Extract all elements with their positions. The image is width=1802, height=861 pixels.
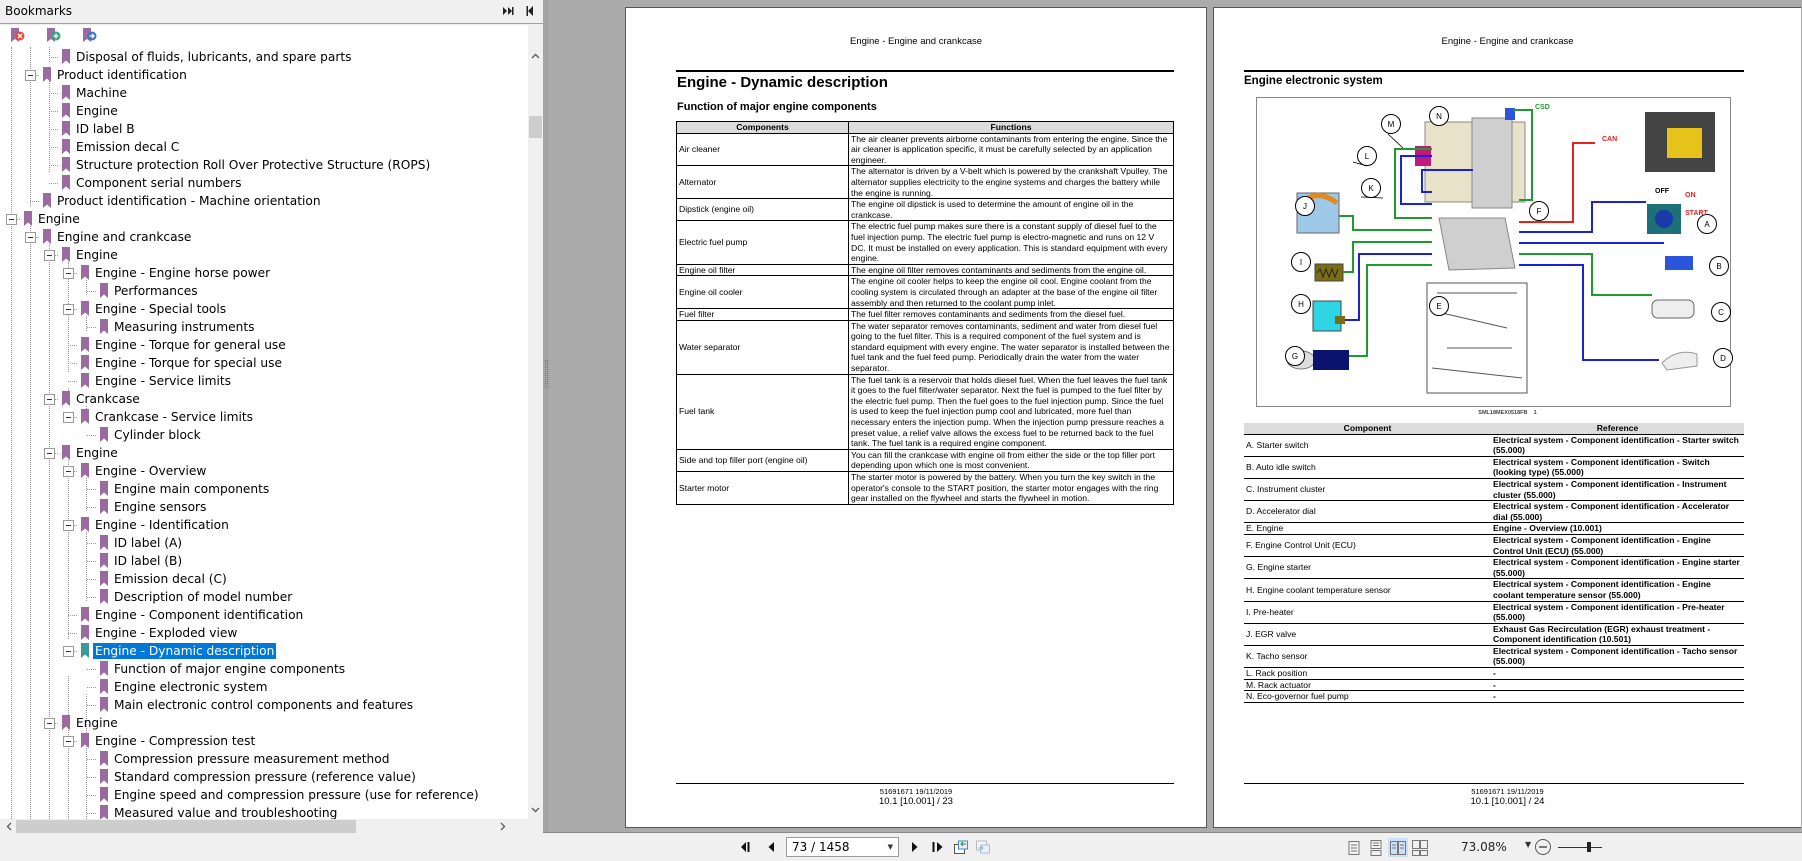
bookmark-item[interactable] bbox=[0, 336, 528, 354]
bookmark-item[interactable] bbox=[0, 804, 528, 819]
component-cell: L. Rack position bbox=[1244, 668, 1491, 680]
collapse-toggle-icon[interactable] bbox=[6, 214, 17, 225]
bookmark-label: Engine - Component identification bbox=[95, 608, 304, 622]
footer-page-number: 10.1 [10.001] / 23 bbox=[879, 796, 953, 807]
function-cell: The water separator removes contaminants, sediment and water from diesel fuel going to the fuel filter. This is a required component of the fuel system and is standard equipment with every engine. The water separator is installed between the fuel tank and the fuel feed pump. Periodically drain the water from the water separator. bbox=[849, 320, 1174, 374]
footer-page-number: 10.1 [10.001] / 24 bbox=[1470, 796, 1545, 807]
bookmark-icon bbox=[99, 751, 109, 767]
bookmark-icon bbox=[80, 409, 90, 425]
bookmark-icon bbox=[99, 481, 109, 497]
bookmark-label: Engine main components bbox=[114, 482, 270, 496]
callout-h: H bbox=[1291, 294, 1311, 314]
table-row bbox=[1244, 679, 1744, 691]
collapse-toggle-icon[interactable] bbox=[44, 394, 55, 405]
component-cell: F. Engine Control Unit (ECU) bbox=[1244, 534, 1491, 556]
table-row bbox=[1244, 668, 1744, 680]
callout-a: A bbox=[1697, 214, 1717, 234]
bookmark-label: Product identification bbox=[57, 68, 187, 82]
bookmark-item[interactable] bbox=[0, 354, 528, 372]
bookmark-item[interactable] bbox=[0, 102, 528, 120]
bookmark-item[interactable] bbox=[0, 516, 528, 534]
function-cell: The starter motor is powered by the battery. When you turn the key switch in the operator's console to the START position, the starter motor engages with the ring gear installed on the flywheel and starts the flywheel in motion. bbox=[849, 472, 1174, 505]
bookmark-icon bbox=[99, 697, 109, 713]
column-header-components: Components bbox=[677, 122, 849, 134]
bookmark-icon bbox=[80, 733, 90, 749]
bookmarks-tree bbox=[0, 47, 528, 819]
reference-link[interactable]: Electrical system - Component identification - Accelerator dial (55.000) bbox=[1491, 501, 1744, 523]
bookmark-icon bbox=[61, 139, 71, 155]
collapse-toggle-icon[interactable] bbox=[63, 268, 74, 279]
page-title: Engine - Dynamic description bbox=[677, 74, 888, 91]
bookmark-label: Engine - Service limits bbox=[95, 374, 231, 388]
diagram-caption: SML18MEX0518FB 1 bbox=[1478, 410, 1537, 416]
bookmark-icon bbox=[23, 211, 33, 227]
component-cell: K. Tacho sensor bbox=[1244, 645, 1491, 667]
callout-k: K bbox=[1361, 178, 1381, 198]
table-row bbox=[677, 472, 1174, 505]
bookmark-icon bbox=[61, 247, 71, 263]
bookmark-label: Engine speed and compression pressure (use for reference) bbox=[114, 788, 479, 802]
bookmark-item[interactable] bbox=[0, 552, 528, 570]
table-row bbox=[1244, 434, 1744, 456]
function-cell: The engine oil dipstick is used to determine the amount of engine oil in the crankcase. bbox=[849, 199, 1174, 221]
bookmark-item[interactable] bbox=[0, 696, 528, 714]
collapse-toggle-icon[interactable] bbox=[63, 304, 74, 315]
bookmark-label: Measured value and troubleshooting bbox=[114, 806, 338, 819]
callout-j: J bbox=[1295, 196, 1315, 216]
function-cell: The air cleaner prevents airborne contaminants from entering the engine. Since the air cleaner is application specific, it must be carefully selected by an application engineer. bbox=[849, 133, 1174, 166]
bookmarks-panel-header bbox=[0, 0, 543, 24]
bookmark-icon bbox=[80, 301, 90, 317]
bookmark-item[interactable] bbox=[0, 156, 528, 174]
two-page-continuous-view-icon[interactable] bbox=[1410, 838, 1430, 857]
scroll-down-icon[interactable] bbox=[528, 802, 543, 817]
component-cell: Air cleaner bbox=[677, 133, 849, 166]
expand-panel-icon[interactable] bbox=[501, 4, 515, 18]
bookmark-icon bbox=[61, 157, 71, 173]
bookmark-item[interactable] bbox=[0, 660, 528, 678]
collapse-toggle-icon[interactable] bbox=[44, 718, 55, 729]
bookmark-icon bbox=[61, 715, 71, 731]
scroll-right-icon[interactable] bbox=[495, 819, 510, 834]
bookmark-icon bbox=[42, 193, 52, 209]
engine-electronic-system-diagram bbox=[1256, 97, 1731, 407]
vertical-scrollbar-thumb[interactable] bbox=[529, 116, 542, 138]
table-row bbox=[1244, 579, 1744, 601]
bookmarks-horizontal-scrollbar[interactable] bbox=[0, 819, 528, 834]
callout-n: N bbox=[1429, 106, 1449, 126]
table-row bbox=[677, 309, 1174, 321]
table-row bbox=[1244, 523, 1744, 535]
bookmark-label: Engine electronic system bbox=[114, 680, 268, 694]
collapse-toggle-icon[interactable] bbox=[63, 736, 74, 747]
bookmark-label: Engine bbox=[76, 248, 118, 262]
page-footer bbox=[626, 787, 1206, 807]
table-row bbox=[1244, 456, 1744, 478]
two-page-view-icon[interactable] bbox=[1388, 838, 1408, 857]
table-row bbox=[1244, 534, 1744, 556]
section-title: Function of major engine components bbox=[677, 101, 877, 113]
document-page-23 bbox=[625, 7, 1207, 828]
page-footer bbox=[1214, 787, 1801, 807]
component-cell: Engine oil filter bbox=[677, 264, 849, 276]
bookmark-icon bbox=[80, 643, 90, 659]
bookmark-icon bbox=[61, 391, 71, 407]
table-row bbox=[677, 133, 1174, 166]
component-cell: Alternator bbox=[677, 166, 849, 199]
reference-link[interactable]: Electrical system - Component identification - Instrument cluster (55.000) bbox=[1491, 478, 1744, 500]
bookmark-label: Measuring instruments bbox=[114, 320, 255, 334]
bookmark-icon bbox=[99, 319, 109, 335]
bookmark-item[interactable] bbox=[0, 246, 528, 264]
component-cell: I. Pre-heater bbox=[1244, 601, 1491, 623]
bookmark-icon bbox=[99, 535, 109, 551]
bookmark-label: Machine bbox=[76, 86, 128, 100]
running-head: Engine - Engine and crankcase bbox=[849, 36, 983, 47]
bookmark-icon bbox=[80, 355, 90, 371]
bookmark-label: Engine - Torque for special use bbox=[95, 356, 282, 370]
component-reference-table bbox=[1244, 423, 1744, 703]
on-label: ON bbox=[1685, 192, 1696, 199]
bookmark-item[interactable] bbox=[0, 210, 528, 228]
component-cell: M. Rack actuator bbox=[1244, 679, 1491, 691]
bookmark-label: Product identification - Machine orientation bbox=[57, 194, 321, 208]
bookmark-label: Function of major engine components bbox=[114, 662, 346, 676]
bookmark-item[interactable] bbox=[0, 48, 528, 66]
component-cell: Side and top filler port (engine oil) bbox=[677, 449, 849, 471]
bookmark-icon bbox=[42, 229, 52, 245]
scroll-left-icon[interactable] bbox=[1, 819, 16, 834]
bookmark-icon bbox=[99, 805, 109, 819]
bookmark-item[interactable] bbox=[0, 786, 528, 804]
zoom-dropdown-icon[interactable]: ▼ bbox=[1525, 840, 1532, 849]
bookmark-label: ID label (B) bbox=[114, 554, 183, 568]
bookmark-label: Crankcase - Service limits bbox=[95, 410, 254, 424]
delete-bookmark-icon[interactable] bbox=[10, 27, 26, 45]
collapse-toggle-icon[interactable] bbox=[63, 646, 74, 657]
continuous-page-view-icon[interactable] bbox=[1366, 838, 1386, 857]
splitter-grip-icon bbox=[545, 360, 548, 388]
bookmark-icon bbox=[80, 337, 90, 353]
function-cell: The engine oil filter removes contaminants and sediments from the engine oil. bbox=[849, 264, 1174, 276]
callout-c: C bbox=[1711, 302, 1731, 322]
bookmark-item[interactable] bbox=[0, 318, 528, 336]
reference-link[interactable]: Electrical system - Component identification - Pre-heater (55.000) bbox=[1491, 601, 1744, 623]
callout-e: E bbox=[1429, 296, 1449, 316]
bookmark-label: Main electronic control components and features bbox=[114, 698, 414, 712]
table-row bbox=[677, 320, 1174, 374]
bookmark-label: Structure protection Roll Over Protective Structure (ROPS) bbox=[76, 158, 431, 172]
bookmark-item[interactable] bbox=[0, 372, 528, 390]
column-header-component: Component bbox=[1244, 423, 1491, 434]
callout-i: I bbox=[1291, 252, 1311, 272]
bookmark-icon bbox=[42, 67, 52, 83]
zoom-slider[interactable] bbox=[1558, 847, 1602, 848]
bookmark-item[interactable] bbox=[0, 498, 528, 516]
collapse-panel-icon[interactable] bbox=[523, 4, 537, 18]
bookmark-item[interactable] bbox=[0, 624, 528, 642]
bookmark-item[interactable] bbox=[0, 480, 528, 498]
last-page-icon[interactable] bbox=[929, 840, 945, 854]
bookmark-icon bbox=[61, 103, 71, 119]
component-cell: E. Engine bbox=[1244, 523, 1491, 535]
bookmark-label: Cylinder block bbox=[114, 428, 201, 442]
function-cell: You can fill the crankcase with engine oil from either the side or the top filler port depending upon which one is most convenient. bbox=[849, 449, 1174, 471]
bookmarks-vertical-scrollbar[interactable] bbox=[528, 47, 543, 819]
bookmark-label: Disposal of fluids, lubricants, and spare parts bbox=[76, 50, 352, 64]
footer-doc-id: 51691671 19/11/2019 bbox=[879, 787, 953, 796]
function-cell: The alternator is driven by a V-belt which is powered by the crankshaft Vpulley. The alternator supplies electricity to the engine systems and charges the battery while the engine is running. bbox=[849, 166, 1174, 199]
scroll-up-icon[interactable] bbox=[528, 48, 543, 63]
component-cell: Engine oil cooler bbox=[677, 276, 849, 309]
bookmark-label: Engine - Overview bbox=[95, 464, 207, 478]
zoom-out-icon[interactable] bbox=[1535, 839, 1551, 855]
component-cell: H. Engine coolant temperature sensor bbox=[1244, 579, 1491, 601]
callout-b: B bbox=[1709, 256, 1729, 276]
bookmark-item[interactable] bbox=[0, 408, 528, 426]
bookmark-icon bbox=[99, 679, 109, 695]
previous-page-icon[interactable] bbox=[763, 840, 779, 854]
bookmark-item[interactable] bbox=[0, 678, 528, 696]
bookmark-label: Standard compression pressure (reference value) bbox=[114, 770, 416, 784]
reference-link: - bbox=[1491, 668, 1744, 680]
table-row bbox=[677, 166, 1174, 199]
bookmark-icon bbox=[61, 445, 71, 461]
component-cell: C. Instrument cluster bbox=[1244, 478, 1491, 500]
collapse-toggle-icon[interactable] bbox=[63, 466, 74, 477]
table-row bbox=[1244, 623, 1744, 645]
component-cell: D. Accelerator dial bbox=[1244, 501, 1491, 523]
function-cell: The electric fuel pump makes sure there is a constant supply of diesel fuel to the fuel injection pump. The electric fuel pump is electro-magnetic and runs on 12 V DC. It must be installed on every application. This is standard equipment with every engine. bbox=[849, 221, 1174, 264]
bookmark-label: Engine - Exploded view bbox=[95, 626, 238, 640]
document-page-24 bbox=[1213, 7, 1801, 828]
component-cell: G. Engine starter bbox=[1244, 557, 1491, 579]
component-cell: N. Eco-governor fuel pump bbox=[1244, 691, 1491, 703]
running-head: Engine - Engine and crankcase bbox=[1441, 36, 1574, 47]
callout-d: D bbox=[1713, 348, 1733, 368]
bookmark-label: Engine bbox=[38, 212, 80, 226]
bookmark-label: Engine - Torque for general use bbox=[95, 338, 286, 352]
bookmark-label: Emission decal (C) bbox=[114, 572, 227, 586]
next-view-icon[interactable] bbox=[975, 840, 991, 854]
column-header-functions: Functions bbox=[849, 122, 1174, 134]
table-row bbox=[677, 374, 1174, 449]
bookmark-icon bbox=[99, 769, 109, 785]
bookmark-icon bbox=[99, 589, 109, 605]
bookmark-item[interactable] bbox=[0, 588, 528, 606]
bookmark-item[interactable] bbox=[0, 642, 528, 660]
component-cell: B. Auto idle switch bbox=[1244, 456, 1491, 478]
zoom-level[interactable]: 73.08% bbox=[1461, 840, 1507, 854]
reference-link[interactable]: Electrical system - Component identification - Starter switch (55.000) bbox=[1491, 434, 1744, 456]
table-row bbox=[677, 449, 1174, 471]
bookmark-icon bbox=[80, 607, 90, 623]
bookmark-item[interactable] bbox=[0, 174, 528, 192]
bookmark-item[interactable] bbox=[0, 264, 528, 282]
bookmark-label: Compression pressure measurement method bbox=[114, 752, 390, 766]
callout-f: F bbox=[1529, 201, 1549, 221]
bookmark-label: Engine - Compression test bbox=[95, 734, 256, 748]
collapse-toggle-icon[interactable] bbox=[44, 448, 55, 459]
bookmark-icon bbox=[99, 787, 109, 803]
function-cell: The fuel tank is a reservoir that holds diesel fuel. When the fuel leaves the fuel tank it goes to the fuel filter/water separator. Next the fuel is pumped to the fuel filter by the electric fuel pump. Then the fuel goes to the fuel injection pump. Since the fuel is used to keep the fuel injection pump cool and lubricated, more fuel than necessary enters the injection pump. When the injection pump pressure reaches a preset value, a relief valve allows the excess fuel to be returned back to the fuel tank. The fuel tank is a required engine component. bbox=[849, 374, 1174, 449]
bookmarks-toolbar bbox=[0, 25, 528, 47]
bookmark-label: Description of model number bbox=[114, 590, 293, 604]
reference-link[interactable]: Exhaust Gas Recirculation (EGR) exhaust treatment - Component identification (10.501) bbox=[1491, 623, 1744, 645]
start-label: START bbox=[1685, 210, 1708, 217]
bookmark-label: Engine - Engine horse power bbox=[95, 266, 271, 280]
bookmark-icon bbox=[99, 571, 109, 587]
bookmark-item[interactable] bbox=[0, 714, 528, 732]
column-header-reference: Reference bbox=[1491, 423, 1744, 434]
reference-link[interactable]: Electrical system - Component identification - Engine starter (55.000) bbox=[1491, 557, 1744, 579]
bookmark-icon bbox=[99, 427, 109, 443]
bookmark-icon bbox=[80, 625, 90, 641]
bookmark-label: Engine bbox=[76, 716, 118, 730]
table-row bbox=[677, 221, 1174, 264]
reference-link[interactable]: Electrical system - Component identification - Engine Control Unit (ECU) (55.000) bbox=[1491, 534, 1744, 556]
component-cell: Fuel tank bbox=[677, 374, 849, 449]
previous-view-icon[interactable] bbox=[953, 840, 969, 854]
bookmark-icon bbox=[61, 175, 71, 191]
zoom-slider-handle[interactable] bbox=[1587, 842, 1591, 852]
bookmark-icon bbox=[99, 283, 109, 299]
csd-label: CSD bbox=[1535, 104, 1550, 111]
reference-link[interactable]: Engine - Overview (10.001) bbox=[1491, 523, 1744, 535]
bookmark-label: Engine bbox=[76, 104, 118, 118]
component-cell: Dipstick (engine oil) bbox=[677, 199, 849, 221]
collapse-toggle-icon[interactable] bbox=[25, 232, 36, 243]
reference-link: - bbox=[1491, 679, 1744, 691]
panel-splitter[interactable] bbox=[543, 0, 549, 832]
navigation-toolbar bbox=[543, 832, 1802, 861]
single-page-view-icon[interactable] bbox=[1344, 838, 1364, 857]
reference-link[interactable]: Electrical system - Component identification - Tacho sensor (55.000) bbox=[1491, 645, 1744, 667]
callout-m: M bbox=[1381, 114, 1401, 134]
go-to-bookmark-icon[interactable] bbox=[82, 27, 98, 45]
page-number-field[interactable] bbox=[786, 837, 899, 857]
bookmark-icon bbox=[61, 49, 71, 65]
bookmark-item[interactable] bbox=[0, 750, 528, 768]
component-cell: J. EGR valve bbox=[1244, 623, 1491, 645]
table-row bbox=[1244, 501, 1744, 523]
bookmark-label: ID label (A) bbox=[114, 536, 183, 550]
collapse-toggle-icon[interactable] bbox=[63, 412, 74, 423]
horizontal-scrollbar-thumb[interactable] bbox=[16, 820, 356, 833]
component-cell: Water separator bbox=[677, 320, 849, 374]
bookmark-label: Engine - Dynamic description bbox=[95, 644, 275, 658]
bookmark-icon bbox=[61, 85, 71, 101]
component-cell: A. Starter switch bbox=[1244, 434, 1491, 456]
table-row bbox=[677, 264, 1174, 276]
footer-doc-id: 51691671 19/11/2019 bbox=[1471, 787, 1544, 796]
component-cell: Electric fuel pump bbox=[677, 221, 849, 264]
bookmark-item[interactable] bbox=[0, 66, 528, 84]
table-row bbox=[1244, 478, 1744, 500]
bookmark-label: Emission decal C bbox=[76, 140, 180, 154]
bookmark-icon bbox=[99, 553, 109, 569]
table-row bbox=[1244, 645, 1744, 667]
bookmark-icon bbox=[61, 121, 71, 137]
bookmark-item[interactable] bbox=[0, 462, 528, 480]
table-row bbox=[1244, 691, 1744, 703]
bookmark-item[interactable] bbox=[0, 732, 528, 750]
can-label: CAN bbox=[1602, 136, 1618, 143]
table-row bbox=[677, 199, 1174, 221]
next-page-icon[interactable] bbox=[907, 840, 923, 854]
bookmark-label: Engine - Identification bbox=[95, 518, 229, 532]
page-title: Engine electronic system bbox=[1244, 75, 1383, 87]
callout-g: G bbox=[1285, 346, 1305, 366]
bookmark-item[interactable] bbox=[0, 534, 528, 552]
bookmark-item[interactable] bbox=[0, 120, 528, 138]
bookmark-item[interactable] bbox=[0, 300, 528, 318]
reference-link[interactable]: Electrical system - Component identification - Engine coolant temperature sensor (55.000) bbox=[1491, 579, 1744, 601]
bookmark-label: Crankcase bbox=[76, 392, 140, 406]
bookmark-item[interactable] bbox=[0, 606, 528, 624]
bookmark-item[interactable] bbox=[0, 282, 528, 300]
add-bookmark-icon[interactable] bbox=[46, 27, 62, 45]
bookmark-label: Component serial numbers bbox=[76, 176, 242, 190]
table-row bbox=[677, 276, 1174, 309]
bookmark-item[interactable] bbox=[0, 228, 528, 246]
bookmark-icon bbox=[80, 517, 90, 533]
bookmark-label: ID label B bbox=[76, 122, 135, 136]
reference-link: - bbox=[1491, 691, 1744, 703]
bookmark-item[interactable] bbox=[0, 570, 528, 588]
bookmark-label: Engine and crankcase bbox=[57, 230, 192, 244]
off-label: OFF bbox=[1655, 188, 1669, 195]
bookmark-label: Engine - Special tools bbox=[95, 302, 227, 316]
bookmark-icon bbox=[80, 463, 90, 479]
bookmark-item[interactable] bbox=[0, 138, 528, 156]
table-row bbox=[1244, 601, 1744, 623]
bookmark-icon bbox=[99, 499, 109, 515]
bookmarks-panel-title: Bookmarks bbox=[5, 4, 73, 18]
components-functions-table bbox=[676, 121, 1174, 505]
bookmark-item[interactable] bbox=[0, 444, 528, 462]
collapse-toggle-icon[interactable] bbox=[44, 250, 55, 261]
function-cell: The engine oil cooler helps to keep the engine oil cool. Engine coolant from the cooling system is circulated through an adapter at the base of the engine oil filter assembly and then returned to the coolant pump inlet. bbox=[849, 276, 1174, 309]
collapse-toggle-icon[interactable] bbox=[25, 70, 36, 81]
bookmarks-panel bbox=[0, 0, 543, 861]
bookmark-label: Engine sensors bbox=[114, 500, 207, 514]
bookmark-icon bbox=[99, 661, 109, 677]
table-row bbox=[1244, 557, 1744, 579]
component-cell: Fuel filter bbox=[677, 309, 849, 321]
page-dropdown-icon[interactable]: ▼ bbox=[887, 843, 893, 851]
page-number-value: 73 / 1458 bbox=[792, 840, 850, 854]
component-cell: Starter motor bbox=[677, 472, 849, 505]
bookmark-item[interactable] bbox=[0, 192, 528, 210]
bookmark-item[interactable] bbox=[0, 768, 528, 786]
bookmark-item[interactable] bbox=[0, 426, 528, 444]
bookmark-label: Performances bbox=[114, 284, 198, 298]
callout-l: L bbox=[1357, 146, 1377, 166]
first-page-icon[interactable] bbox=[739, 840, 755, 854]
bookmark-icon bbox=[80, 265, 90, 281]
bookmark-icon bbox=[80, 373, 90, 389]
bookmark-label: Engine bbox=[76, 446, 118, 460]
reference-link[interactable]: Electrical system - Component identification - Switch (looking type) (55.000) bbox=[1491, 456, 1744, 478]
bookmark-item[interactable] bbox=[0, 390, 528, 408]
collapse-toggle-icon[interactable] bbox=[63, 520, 74, 531]
function-cell: The fuel filter removes contaminants and sediments from the diesel fuel. bbox=[849, 309, 1174, 321]
bookmark-item[interactable] bbox=[0, 84, 528, 102]
